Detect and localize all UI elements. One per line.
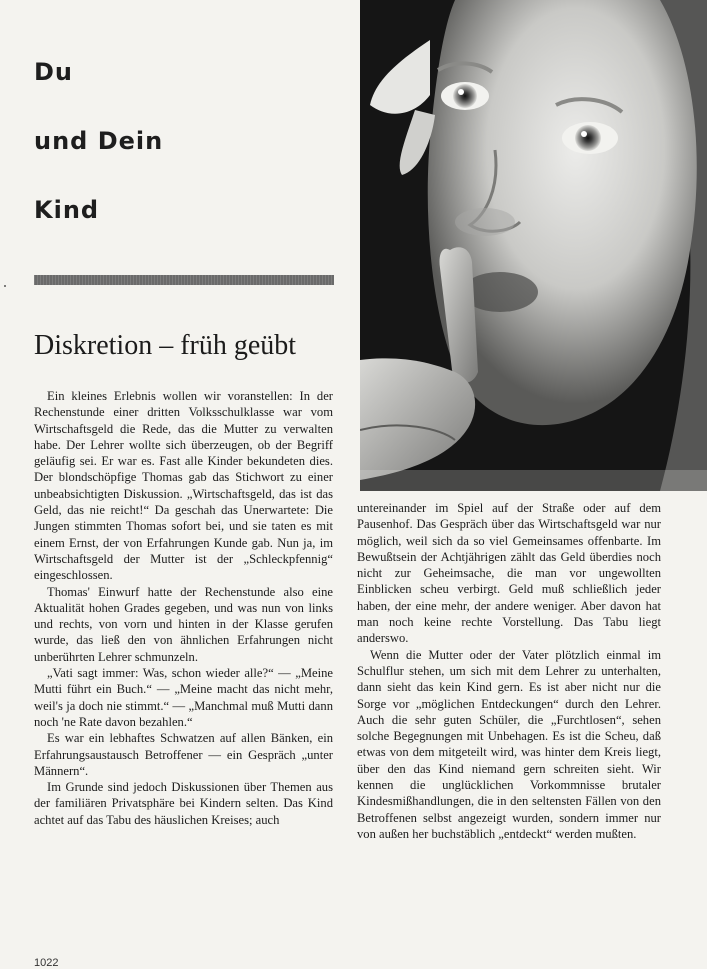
paragraph-left-2: Thomas' Einwurf hatte der Rechenstunde also eine Aktualität hohen Grades gegeben, und was nun von links und rechts, von vorn und hinten in der Klasse gerufen wurde, das ließ den von ähnlichen Erfahrungen nicht unberührten Lehrer schmunzeln. <box>34 584 333 664</box>
heading-line-und-dein: und Dein <box>34 127 164 155</box>
heading-line-kind: Kind <box>34 196 100 224</box>
margin-speck <box>4 285 6 287</box>
paragraph-right-2: Wenn die Mutter oder der Vater plötzlich einmal im Schulflur stehen, um sich mit dem Lehrer zu unterhalten, dann sieht das kein Kind gern. Es ist aber nicht nur die Sorge vor „möglichen Entdeckungen“ durch den Lehrer. Auch die sehr guten Schüler, die „Furchtlosen“, sehen solche Begegnungen mit Unbehagen. Es ist die Scheu, daß etwas von dem mitgeteilt wird, was hinter dem Kreis liegt, über den das Kind niemand gern schreiten sieht. Wir kennen die unglücklichen Vorkommnisse brutaler Kindesmißhandlungen, die in den seltensten Fällen von den Betroffenen selbst angezeigt wurden, sondern immer nur von außen her buchstäblich „entdeckt“ werden mußten. <box>357 647 661 841</box>
paragraph-right-1: untereinander im Spiel auf der Straße oder auf dem Pausenhof. Das Gespräch über das Wirtschaftsgeld war nur möglich, weil sich da so viel Gemeinsames offenbarte. Im Bewußtsein der Achtjährigen zählt das Geld überdies noch nicht zur Geheimsache, die man vor ungewollten Einblicken scheu verbirgt. Geld muß schließlich jeder haben, der eine mehr, der andere weniger. Aber davon hat man noch keine rechte Vorstellung. Das Tabu liegt anderswo. <box>357 501 661 646</box>
article-column-left <box>34 388 333 828</box>
paragraph-left-1: Ein kleines Erlebnis wollen wir voranstellen: In der Rechenstunde einer dritten Volksschulklasse war vom Wirtschaftsgeld die Rede, das die Mutter zu verwalten habe. Der Lehrer wollte sich überzeugen, ob der Begriff geläufig sei. Er war es. Fast alle Kinder bekundeten dies. Der blondschöpfige Thomas gab das Stichwort zu einer unbeabsichtigten Diskussion. „Wirtschaftsgeld, das ist das Geld, das nie reicht!“ Da geschah das Unerwartete: Die Jungen stimmten Thomas sofort bei, und sie taten es mit einem Ernst, der von Erfahrungen Kunde gab. Nun ja, im Wirtschaftsgeld der Mutter ist der „Schleckpfennig“ eingeschlossen. <box>34 389 333 583</box>
child-portrait-illustration <box>360 0 707 491</box>
heading-line-du: Du <box>34 58 74 86</box>
child-portrait-photo <box>360 0 707 491</box>
paragraph-left-3: „Vati sagt immer: Was, schon wieder alle?“ — „Meine Mutti führt ein Buch.“ — „Meine macht das nicht mehr, weil's ja doch nie stimmt.“ — „Manchmal muß Mutti dann noch 'ne Rate davon bezahlen.“ <box>34 666 333 729</box>
paragraph-left-4: Es war ein lebhaftes Schwatzen auf allen Bänken, ein Erfahrungsaustausch Betroffener — ein Gespräch „unter Männern“. <box>34 731 333 778</box>
paragraph-left-5: Im Grunde sind jedoch Diskussionen über Themen aus der familiären Privatsphäre bei Kindern selten. Das Kind achtet auf das Tabu des häuslichen Kreises; auch <box>34 780 333 827</box>
heading-divider-bar <box>34 275 334 285</box>
article-column-right <box>357 500 661 842</box>
page-number: 1022 <box>34 957 59 969</box>
article-subtitle: Diskretion – früh geübt <box>34 330 297 361</box>
